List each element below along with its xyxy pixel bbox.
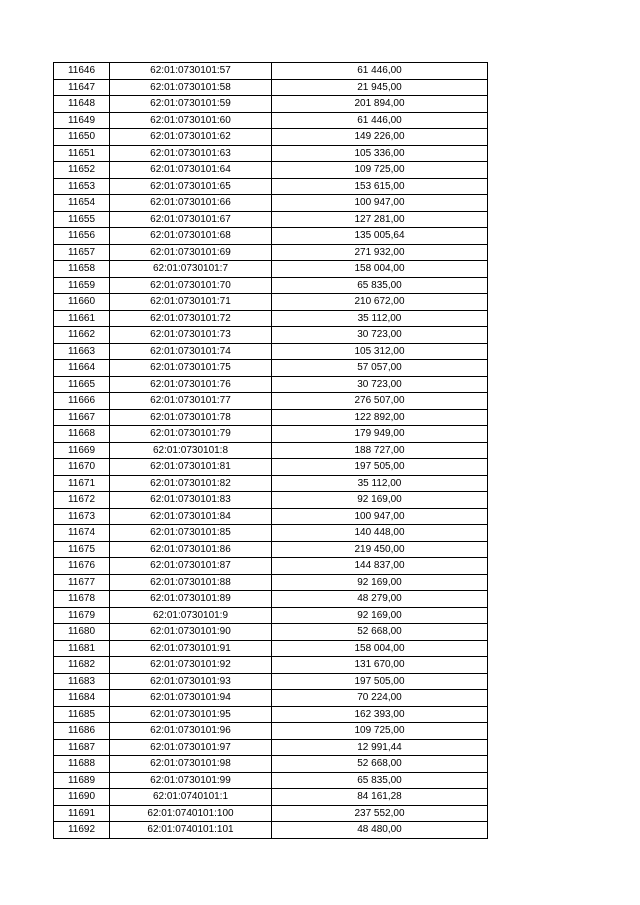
row-number-cell: 11654 (54, 195, 110, 212)
cadastral-number-cell: 62:01:0730101:94 (110, 690, 272, 707)
cadastral-number-cell: 62:01:0730101:93 (110, 673, 272, 690)
table-row (54, 508, 488, 525)
value-cell: 30 723,00 (272, 327, 488, 344)
cadastral-number-cell: 62:01:0730101:87 (110, 558, 272, 575)
row-number-cell: 11671 (54, 475, 110, 492)
cadastral-number-cell: 62:01:0730101:72 (110, 310, 272, 327)
value-cell: 201 894,00 (272, 96, 488, 113)
cadastral-number-cell: 62:01:0730101:96 (110, 723, 272, 740)
row-number-cell: 11676 (54, 558, 110, 575)
value-cell: 100 947,00 (272, 508, 488, 525)
table-row (54, 112, 488, 129)
cadastral-number-cell: 62:01:0730101:68 (110, 228, 272, 245)
row-number-cell: 11663 (54, 343, 110, 360)
cadastral-number-cell: 62:01:0730101:90 (110, 624, 272, 641)
table-row (54, 360, 488, 377)
value-cell: 57 057,00 (272, 360, 488, 377)
cadastral-number-cell: 62:01:0730101:7 (110, 261, 272, 278)
cadastral-number-cell: 62:01:0730101:70 (110, 277, 272, 294)
value-cell: 61 446,00 (272, 112, 488, 129)
table-row (54, 129, 488, 146)
row-number-cell: 11656 (54, 228, 110, 245)
table-row (54, 426, 488, 443)
value-cell: 105 336,00 (272, 145, 488, 162)
cadastral-number-cell: 62:01:0730101:85 (110, 525, 272, 542)
value-cell: 144 837,00 (272, 558, 488, 575)
value-cell: 35 112,00 (272, 310, 488, 327)
row-number-cell: 11680 (54, 624, 110, 641)
row-number-cell: 11659 (54, 277, 110, 294)
cadastral-number-cell: 62:01:0730101:65 (110, 178, 272, 195)
value-cell: 188 727,00 (272, 442, 488, 459)
row-number-cell: 11658 (54, 261, 110, 278)
table-row (54, 756, 488, 773)
value-cell: 12 991,44 (272, 739, 488, 756)
table-row (54, 789, 488, 806)
value-cell: 65 835,00 (272, 277, 488, 294)
table-row (54, 459, 488, 476)
table-row (54, 228, 488, 245)
row-number-cell: 11673 (54, 508, 110, 525)
cadastral-number-cell: 62:01:0730101:57 (110, 63, 272, 80)
value-cell: 65 835,00 (272, 772, 488, 789)
value-cell: 105 312,00 (272, 343, 488, 360)
value-cell: 237 552,00 (272, 805, 488, 822)
value-cell: 84 161,28 (272, 789, 488, 806)
value-cell: 271 932,00 (272, 244, 488, 261)
table-row (54, 409, 488, 426)
table-row (54, 277, 488, 294)
table-row (54, 96, 488, 113)
value-cell: 179 949,00 (272, 426, 488, 443)
row-number-cell: 11687 (54, 739, 110, 756)
table-row (54, 294, 488, 311)
value-cell: 158 004,00 (272, 640, 488, 657)
cadastral-number-cell: 62:01:0740101:1 (110, 789, 272, 806)
table-row (54, 706, 488, 723)
table-row (54, 591, 488, 608)
cadastral-number-cell: 62:01:0730101:59 (110, 96, 272, 113)
row-number-cell: 11668 (54, 426, 110, 443)
row-number-cell: 11661 (54, 310, 110, 327)
table-row (54, 178, 488, 195)
value-cell: 140 448,00 (272, 525, 488, 542)
row-number-cell: 11647 (54, 79, 110, 96)
table-row (54, 558, 488, 575)
value-cell: 276 507,00 (272, 393, 488, 410)
value-cell: 158 004,00 (272, 261, 488, 278)
cadastral-number-cell: 62:01:0730101:58 (110, 79, 272, 96)
value-cell: 92 169,00 (272, 492, 488, 509)
table-row (54, 657, 488, 674)
table-row (54, 195, 488, 212)
data-table (53, 62, 488, 839)
value-cell: 197 505,00 (272, 459, 488, 476)
value-cell: 210 672,00 (272, 294, 488, 311)
table-row (54, 393, 488, 410)
cadastral-number-cell: 62:01:0730101:64 (110, 162, 272, 179)
row-number-cell: 11653 (54, 178, 110, 195)
table-row (54, 624, 488, 641)
row-number-cell: 11666 (54, 393, 110, 410)
cadastral-number-cell: 62:01:0740101:100 (110, 805, 272, 822)
row-number-cell: 11649 (54, 112, 110, 129)
cadastral-number-cell: 62:01:0730101:83 (110, 492, 272, 509)
row-number-cell: 11657 (54, 244, 110, 261)
row-number-cell: 11674 (54, 525, 110, 542)
value-cell: 30 723,00 (272, 376, 488, 393)
table-row (54, 79, 488, 96)
value-cell: 52 668,00 (272, 624, 488, 641)
row-number-cell: 11677 (54, 574, 110, 591)
table-row (54, 376, 488, 393)
table-row (54, 541, 488, 558)
value-cell: 109 725,00 (272, 162, 488, 179)
row-number-cell: 11681 (54, 640, 110, 657)
cadastral-number-cell: 62:01:0730101:66 (110, 195, 272, 212)
cadastral-number-cell: 62:01:0730101:74 (110, 343, 272, 360)
row-number-cell: 11678 (54, 591, 110, 608)
table-row (54, 607, 488, 624)
table-row (54, 805, 488, 822)
cadastral-number-cell: 62:01:0730101:62 (110, 129, 272, 146)
value-cell: 149 226,00 (272, 129, 488, 146)
table-row (54, 63, 488, 80)
cadastral-number-cell: 62:01:0730101:69 (110, 244, 272, 261)
cadastral-number-cell: 62:01:0730101:73 (110, 327, 272, 344)
row-number-cell: 11665 (54, 376, 110, 393)
row-number-cell: 11646 (54, 63, 110, 80)
cadastral-number-cell: 62:01:0730101:8 (110, 442, 272, 459)
row-number-cell: 11688 (54, 756, 110, 773)
value-cell: 35 112,00 (272, 475, 488, 492)
row-number-cell: 11692 (54, 822, 110, 839)
table-row (54, 822, 488, 839)
row-number-cell: 11648 (54, 96, 110, 113)
row-number-cell: 11655 (54, 211, 110, 228)
table-row (54, 640, 488, 657)
row-number-cell: 11686 (54, 723, 110, 740)
cadastral-number-cell: 62:01:0730101:98 (110, 756, 272, 773)
row-number-cell: 11669 (54, 442, 110, 459)
value-cell: 219 450,00 (272, 541, 488, 558)
row-number-cell: 11682 (54, 657, 110, 674)
value-cell: 153 615,00 (272, 178, 488, 195)
cadastral-number-cell: 62:01:0740101:101 (110, 822, 272, 839)
table-row (54, 723, 488, 740)
table-row (54, 772, 488, 789)
cadastral-number-cell: 62:01:0730101:86 (110, 541, 272, 558)
row-number-cell: 11672 (54, 492, 110, 509)
row-number-cell: 11662 (54, 327, 110, 344)
table-row (54, 145, 488, 162)
value-cell: 131 670,00 (272, 657, 488, 674)
row-number-cell: 11652 (54, 162, 110, 179)
table-row (54, 739, 488, 756)
row-number-cell: 11675 (54, 541, 110, 558)
cadastral-number-cell: 62:01:0730101:89 (110, 591, 272, 608)
row-number-cell: 11690 (54, 789, 110, 806)
row-number-cell: 11679 (54, 607, 110, 624)
row-number-cell: 11684 (54, 690, 110, 707)
cadastral-number-cell: 62:01:0730101:97 (110, 739, 272, 756)
row-number-cell: 11683 (54, 673, 110, 690)
row-number-cell: 11667 (54, 409, 110, 426)
table-row (54, 327, 488, 344)
cadastral-number-cell: 62:01:0730101:81 (110, 459, 272, 476)
value-cell: 48 279,00 (272, 591, 488, 608)
cadastral-number-cell: 62:01:0730101:95 (110, 706, 272, 723)
row-number-cell: 11664 (54, 360, 110, 377)
row-number-cell: 11660 (54, 294, 110, 311)
value-cell: 127 281,00 (272, 211, 488, 228)
value-cell: 197 505,00 (272, 673, 488, 690)
cadastral-number-cell: 62:01:0730101:88 (110, 574, 272, 591)
cadastral-number-cell: 62:01:0730101:77 (110, 393, 272, 410)
table-row (54, 673, 488, 690)
cadastral-number-cell: 62:01:0730101:63 (110, 145, 272, 162)
cadastral-number-cell: 62:01:0730101:91 (110, 640, 272, 657)
value-cell: 21 945,00 (272, 79, 488, 96)
row-number-cell: 11650 (54, 129, 110, 146)
table-row (54, 211, 488, 228)
row-number-cell: 11651 (54, 145, 110, 162)
value-cell: 92 169,00 (272, 574, 488, 591)
cadastral-number-cell: 62:01:0730101:84 (110, 508, 272, 525)
table-row (54, 475, 488, 492)
cadastral-number-cell: 62:01:0730101:60 (110, 112, 272, 129)
value-cell: 70 224,00 (272, 690, 488, 707)
table-row (54, 343, 488, 360)
value-cell: 92 169,00 (272, 607, 488, 624)
row-number-cell: 11691 (54, 805, 110, 822)
cadastral-number-cell: 62:01:0730101:82 (110, 475, 272, 492)
value-cell: 48 480,00 (272, 822, 488, 839)
cadastral-number-cell: 62:01:0730101:78 (110, 409, 272, 426)
table-row (54, 690, 488, 707)
table-row (54, 525, 488, 542)
table-row (54, 310, 488, 327)
row-number-cell: 11689 (54, 772, 110, 789)
cadastral-number-cell: 62:01:0730101:9 (110, 607, 272, 624)
table-row (54, 261, 488, 278)
cadastral-number-cell: 62:01:0730101:99 (110, 772, 272, 789)
value-cell: 135 005,64 (272, 228, 488, 245)
row-number-cell: 11670 (54, 459, 110, 476)
value-cell: 52 668,00 (272, 756, 488, 773)
table-body (54, 63, 488, 839)
value-cell: 61 446,00 (272, 63, 488, 80)
cadastral-number-cell: 62:01:0730101:76 (110, 376, 272, 393)
value-cell: 109 725,00 (272, 723, 488, 740)
cadastral-number-cell: 62:01:0730101:75 (110, 360, 272, 377)
table-row (54, 492, 488, 509)
table-row (54, 442, 488, 459)
value-cell: 162 393,00 (272, 706, 488, 723)
cadastral-number-cell: 62:01:0730101:67 (110, 211, 272, 228)
cadastral-number-cell: 62:01:0730101:92 (110, 657, 272, 674)
row-number-cell: 11685 (54, 706, 110, 723)
value-cell: 122 892,00 (272, 409, 488, 426)
cadastral-number-cell: 62:01:0730101:71 (110, 294, 272, 311)
table-row (54, 162, 488, 179)
cadastral-number-cell: 62:01:0730101:79 (110, 426, 272, 443)
table-row (54, 574, 488, 591)
table-row (54, 244, 488, 261)
value-cell: 100 947,00 (272, 195, 488, 212)
